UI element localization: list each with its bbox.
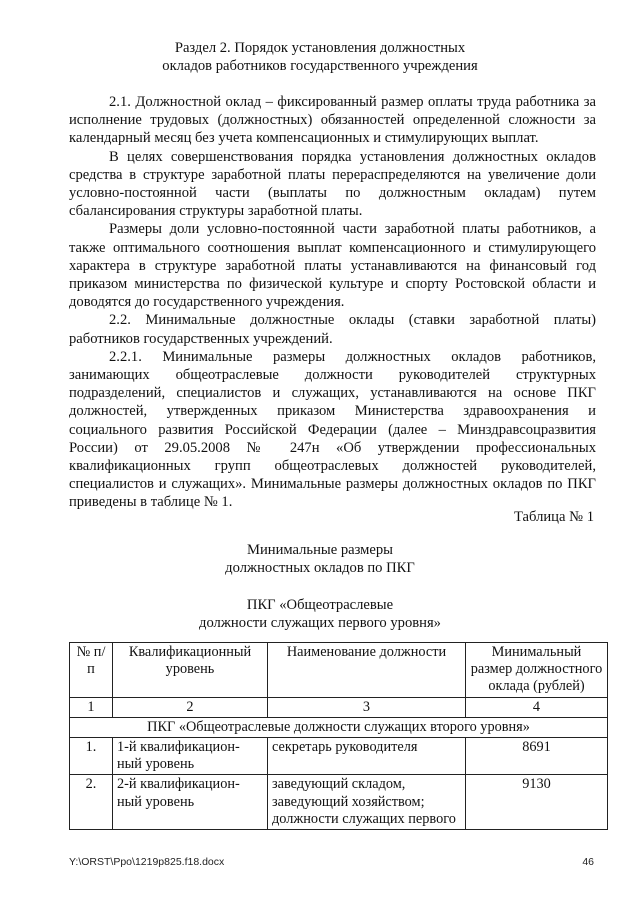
pkg-caption-line-1: ПКГ «Общеотраслевые [246,597,394,613]
row-number: 1. [70,738,113,775]
table-caption-line-2: должностных окладов по ПКГ [225,560,415,576]
header-number: № п/п [70,643,113,698]
row-salary: 9130 [466,775,608,830]
footer-file-path: Y:\ORST\Ppo\1219p825.f18.docx [69,856,225,868]
paragraph-improvement: В целях совершенствования порядка установления должностных окладов средства в структуре заработной платы перераспределяются на увеличение доли условно-постоянной части (выплаты по должностным окладам) путем сбалансирования структуры заработной платы. [69,148,596,220]
row-qualification-level: 2-й квалификацион-ный уровень [113,775,268,830]
table-label: Таблица № 1 [514,509,594,525]
header-qualification-level: Квалификационный уровень [113,643,268,698]
paragraph-2-2: 2.2. Минимальные должностные оклады (ставки заработной платы) работников государственных учреждений. [69,312,596,347]
paragraph-2-1: 2.1. Должностной оклад – фиксированный размер оплаты труда работника за исполнение трудовых (должностных) обязанностей определенной сложности за календарный месяц без учета компенсационных и стимулирующих выплат. [69,94,596,147]
table-row [70,738,608,775]
column-number-4: 4 [466,697,608,717]
column-number-3: 3 [268,697,466,717]
section-title-line-2: окладов работников государственного учреждения [162,58,478,74]
body-text [69,93,596,512]
row-qualification-level: 1-й квалификацион-ный уровень [113,738,268,775]
row-position: заведующий складом, заведующий хозяйством; должности служащих первого [268,775,466,830]
footer-page-number: 46 [582,856,594,868]
paragraph-salary-share: Размеры доли условно-постоянной части заработной платы работников, а также оптимального соотношения выплат компенсационного и стимулирующего характера в структуре заработной платы устанавливаются на финансовый год приказом министерства по физической культуре и спорту Ростовской области и доводятся до государственного учреждения. [69,221,596,311]
section-title-line-1: Раздел 2. Порядок установления должностных [174,40,466,56]
group-title-row [70,717,608,737]
column-number-1: 1 [70,697,113,717]
table-header-row [70,643,608,698]
pkg-caption-line-2: должности служащих первого уровня» [199,615,441,631]
column-number-2: 2 [113,697,268,717]
paragraph-2-2-1: 2.2.1. Минимальные размеры должностных окладов работников, занимающих общеотраслевые должности руководителей структурных подразделений, специалистов и служащих, устанавливаются на основе ПКГ должностей, утвержденных приказом Министерства здравоохранения и социального развития Российской Федерации (далее – Минздравсоцразвития России) от 29.05.2008 № 247н «Об утверждении профессиональных квалификационных групп общеотраслевых должностей руководителей, специалистов и служащих». Минимальные размеры должностных окладов по ПКГ приведены в таблице № 1. [69,348,596,511]
row-position: секретарь руководителя [268,738,466,775]
row-number: 2. [70,775,113,830]
column-number-row [70,697,608,717]
header-minimum-salary: Минимальный размер должностного оклада (рублей) [466,643,608,698]
header-position-name: Наименование должности [268,643,466,698]
salary-table [69,642,608,830]
row-salary: 8691 [466,738,608,775]
table-row [70,775,608,830]
table-caption-line-1: Минимальные размеры [247,542,393,558]
group-title: ПКГ «Общеотраслевые должности служащих второго уровня» [70,717,608,737]
